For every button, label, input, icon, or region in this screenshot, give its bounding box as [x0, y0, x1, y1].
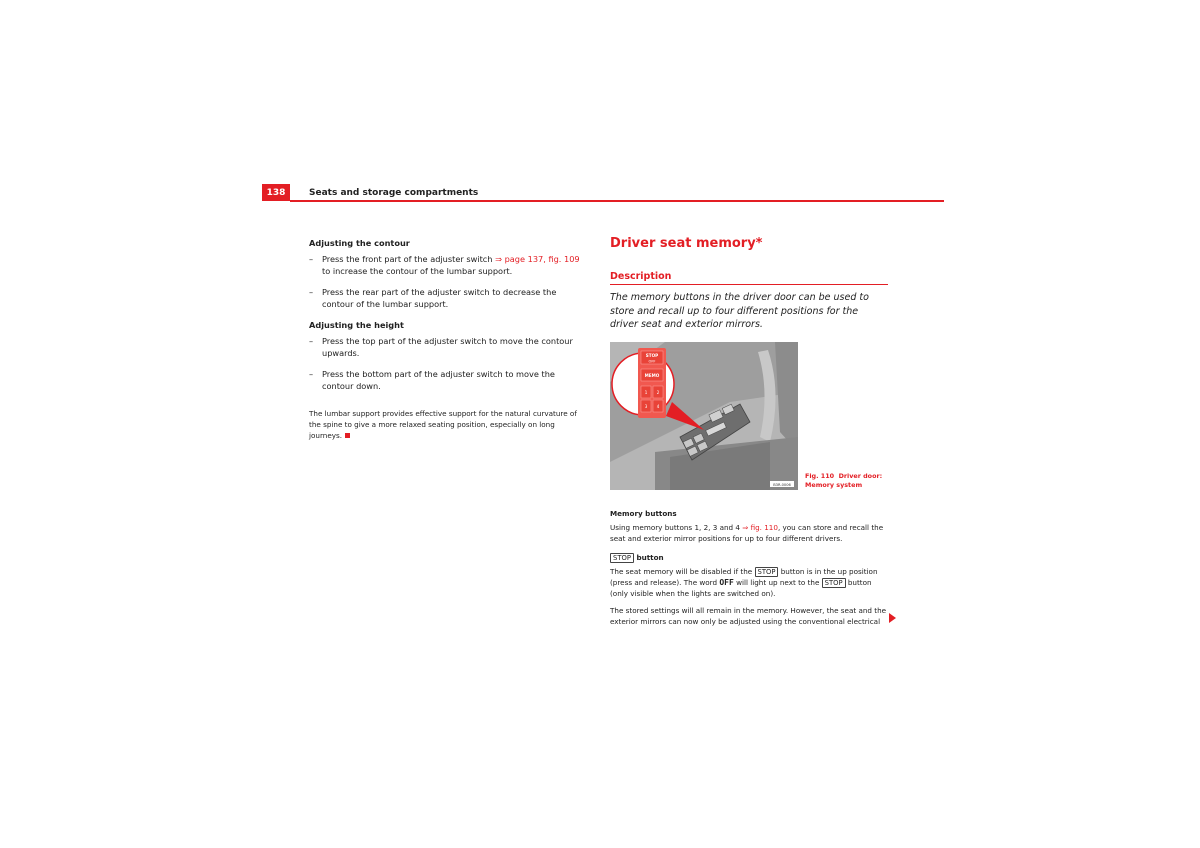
off-label: OFF [648, 359, 656, 364]
memory-buttons-heading: Memory buttons [610, 509, 677, 518]
memory-4-label: 4 [656, 404, 660, 409]
list-item: – Press the front part of the adjuster switch ⇒ page 137, fig. 109 to increase the contour of the lumbar support. [309, 253, 587, 277]
stop-label: STOP [645, 353, 659, 358]
figure-reference-link[interactable]: ⇒ fig. 110 [742, 523, 778, 532]
stop-key: STOP [610, 553, 634, 563]
stop-button-heading: STOP button [610, 552, 888, 563]
subsection-rule [610, 284, 888, 285]
off-indicator: OFF [719, 578, 734, 587]
memory-1-label: 1 [644, 390, 648, 395]
continue-arrow-icon [889, 613, 896, 623]
contour-heading: Adjusting the contour [309, 238, 410, 248]
height-heading: Adjusting the height [309, 320, 404, 330]
stop-key: STOP [822, 578, 846, 588]
section-title: Seats and storage compartments [309, 188, 479, 198]
intro-text: The memory buttons in the driver door can be used to store and recall up to four different positions for the driver seat and exterior mirrors. [610, 292, 869, 330]
stored-settings-text: The stored settings will all remain in the memory. However, the seat and the exterior mirrors can now only be adjusted using the conventional electrical [610, 606, 887, 626]
figure-code: B3R-0006 [773, 482, 791, 487]
memo-label: MEMO [644, 373, 660, 378]
figure-caption: Fig. 110 Driver door: Memory system [805, 472, 883, 489]
memory-buttons-text: Using memory buttons 1, 2, 3 and 4 ⇒ fig. 110, you can store and recall the seat and exterior mirror positions for up to four different drivers. [610, 523, 884, 543]
memory-buttons-section [610, 508, 888, 633]
stop-button-text: The seat memory will be disabled if the STOP button is in the up position (press and release). The word OFF will light up next to the STOP button (only visible when the lights are switched on). [610, 567, 878, 598]
page-reference-link[interactable]: ⇒ page 137, fig. 109 [495, 254, 580, 264]
subsection-heading: Description [610, 271, 672, 282]
lumbar-note: The lumbar support provides effective support for the natural curvature of the spine to give a more relaxed seating position, especially on long journeys. [309, 409, 577, 440]
end-marker-icon [345, 433, 350, 438]
height-list [309, 335, 587, 392]
header-rule [290, 200, 944, 202]
list-item: – Press the top part of the adjuster switch to move the contour upwards. [309, 335, 587, 359]
memory-2-label: 2 [656, 390, 660, 395]
memory-3-label: 3 [644, 404, 648, 409]
right-column [610, 236, 888, 636]
stop-key: STOP [755, 567, 779, 577]
memory-system-figure [610, 342, 798, 490]
list-item: – Press the rear part of the adjuster switch to decrease the contour of the lumbar support. [309, 286, 587, 310]
section-heading: Driver seat memory* [610, 236, 763, 251]
list-item: – Press the bottom part of the adjuster switch to move the contour down. [309, 368, 587, 392]
page-number: 138 [262, 184, 290, 201]
left-column [309, 238, 587, 441]
contour-list [309, 253, 587, 310]
